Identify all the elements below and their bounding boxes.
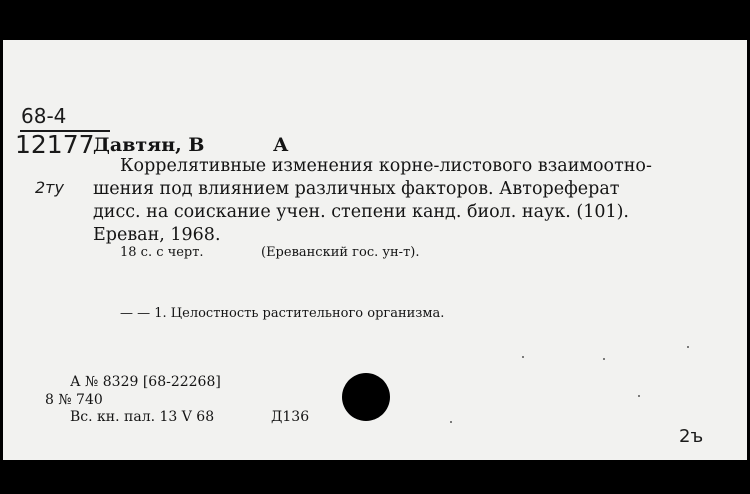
handwritten-shelfmark: 68-4 [21,104,67,128]
speck [522,356,524,358]
letter-a: А [273,134,289,156]
title-line-1: Коррелятивные изменения корне-листового взаимоотно- [120,156,652,176]
title-line-2: шения под влиянием различных факторов. Автореферат [93,179,620,199]
physical-description: 18 с. с черт. [120,245,204,260]
catalog-card [3,40,747,460]
speck [450,421,452,423]
title-line-3: дисс. на соискание учен. степени канд. биол. наук. (101). [93,202,629,222]
record-code: Д136 [271,409,310,425]
handwritten-margin-note: 2ту [35,178,64,197]
handwritten-number: 12177 [15,130,95,159]
series-note: (Ереванский гос. ун-т). [261,245,420,260]
record-vs-line: Вс. кн. пал. 13 V 68 [70,409,215,425]
speck [638,395,640,397]
handwritten-corner-note: 2ъ [679,426,704,447]
speck [603,358,605,360]
author-line: Давтян, В [93,134,205,156]
record-a-number: А № 8329 [68-22268] [70,374,221,390]
punch-hole [342,373,390,421]
subject-heading: — — 1. Целостность растительного организма. [120,306,445,321]
speck [687,346,689,348]
record-8-number: 8 № 740 [45,392,103,408]
imprint-line: Ереван, 1968. [93,225,221,245]
